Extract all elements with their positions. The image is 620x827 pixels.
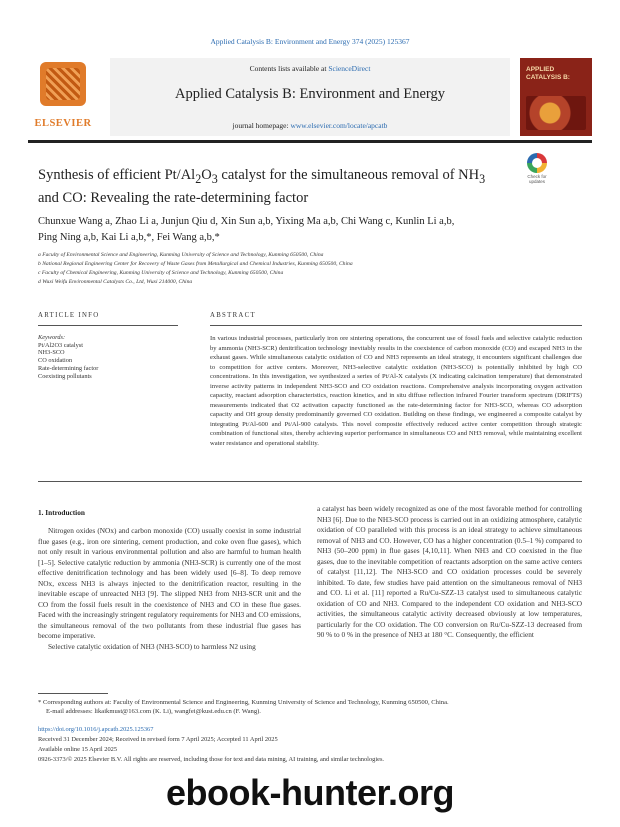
abstract-heading: ABSTRACT [210, 312, 256, 319]
publisher-name: ELSEVIER [34, 118, 92, 129]
elsevier-tree-icon [40, 62, 86, 106]
received-dates: Received 31 December 2024; Received in revised form 7 April 2025; Accepted 11 April 2025 [38, 736, 278, 743]
copyright-line: 0926-3373/© 2025 Elsevier B.V. All rights are reserved, including those for text and data mining, AI training, and similar technologies. [38, 756, 385, 763]
body-column-right [317, 504, 582, 641]
keyword-item: CO oxidation [38, 357, 73, 365]
keywords-block [38, 334, 178, 380]
body-column-left [38, 526, 301, 652]
journal-citation-link[interactable]: Applied Catalysis B: Environment and Energy 374 (2025) 125367 [210, 37, 410, 46]
footnote-separator [38, 693, 108, 694]
homepage-line: journal homepage: www.elsevier.com/locate/apcatb [232, 121, 388, 130]
body-paragraph: a catalyst has been widely recognized as one of the most favorable method for controlling NH3 [6]. Due to the NH3-SCO process is carried out in an oxidizing atmosphere, catalytic oxidation of CO paralleled with this process is an ideal strategy to achieve simultaneous removal of NH3 and CO. However, CO has a higher concentration (0.5–1 %) compared to NH3 (50–200 ppm) in flue gases [4,10,11]. When NH3 and CO coexisted in the flue gases, due to the inevitable competition of reactants adsorption on the same active centers of catalyst [11,12]. The NH3-SCO and CO oxidation processes could be severely inhibited. To date, few studies have paid attention on the simultaneous removal of NH3 and CO. Li et al. [11] reported a Ru/Cu-SZZ-13 catalyst used to simultaneous catalytic oxidation of CO and NH3. Compared to the independent CO oxidation and NH3-SCO activities, the simultaneous catalytic activity decreased obviously at low temperatures, particularly for the CO oxidation. The CO conversion on Ru/Cu-SZZ-13 decreased from 90 % to 0 % in the presence of NH3 at 180 °C. Consequently, the efficient [317, 504, 582, 639]
homepage-link[interactable]: www.elsevier.com/locate/apcatb [290, 121, 388, 130]
journal-masthead [28, 58, 592, 136]
keywords-label: Keywords: [38, 334, 66, 341]
article-title: Synthesis of efficient $Pt/Al_2O_3$ catalyst for the simultaneous removal of $NH_3$ and CO: Revealing the rate-determining factor [38, 167, 486, 206]
cover-artwork [526, 96, 586, 130]
abstract-bottom-rule [38, 481, 582, 482]
keyword-item: Coexisting pollutants [38, 372, 92, 380]
article-metadata [38, 725, 583, 765]
body-paragraph: Selective catalytic oxidation of NH3 (NH3-SCO) to harmless N2 using [48, 641, 256, 651]
article-info-rule [38, 325, 178, 326]
section-heading-introduction: 1. Introduction [38, 508, 85, 517]
affiliation-c: c Faculty of Chemical Engineering, Kunming University of Science and Technology, Kunming 650500, China [38, 270, 284, 276]
keyword-item: Pt/Al2O3 catalyst [38, 341, 83, 349]
corresponding-author-footnote: * Corresponding authors at: Faculty of Environmental Science and Engineering, Kunming University of Science and Technology, Kunming 650500, China. E-mail addresses: likaikmust@163.com (K. Li), wangfei@kust.edu.cn (F. Wang). [38, 698, 583, 716]
journal-cover-image[interactable] [520, 58, 592, 136]
authors-line-2: Ping Ning a,b, Kai Li a,b,*, Fei Wang a,b,* [38, 232, 220, 243]
check-for-updates-button[interactable] [523, 153, 551, 187]
journal-banner [110, 58, 510, 136]
body-paragraph: Nitrogen oxides (NOx) and carbon monoxide (CO) usually coexist in some industrial flue gases (e.g., iron ore sintering, cement production, and coke oven flue gases), which not only result in various environmental pollution and also are harmful to human health [1–5]. Selective catalytic reduction by ammonia (NH3-SCR) is currently one of the most effective denitrification technology and has been widely used [6–8]. To deep remove NOx, excess NH3 is always injected to the denitrification reactor, resulting in the inevitable escape of unreacted NH3 [9]. The slipped NH3 from NH3-SCR unit and the CO from the fossil fuels result in the coexistence of NH3 and CO in these flue gases. Faced with the increasingly stringent regulatory requirements for NH3 and CO emissions, the simultaneous removal of the two pollutants from these industrial flue gases has become imperative. [38, 526, 301, 640]
authors-line-1: Chunxue Wang a, Zhao Li a, Junjun Qiu d, Xin Sun a,b, Yixing Ma a,b, Chi Wang c, Kunlin Li a,b, [38, 216, 455, 227]
elsevier-logo[interactable] [28, 58, 98, 136]
doi-link[interactable]: https://doi.org/10.1016/j.apcatb.2025.125367 [38, 726, 154, 733]
affiliation-a: a Faculty of Environmental Science and Engineering, Kunming University of Science and Technology, Kunming 650500, China [38, 252, 324, 258]
check-for-updates-icon [527, 153, 547, 173]
sciencedirect-link[interactable]: ScienceDirect [328, 64, 371, 73]
journal-title: Applied Catalysis B: Environment and Energy [175, 86, 445, 102]
article-info-heading: ARTICLE INFO [38, 312, 100, 319]
keyword-item: NH3-SCO [38, 349, 65, 357]
author-list [38, 214, 578, 246]
available-online: Available online 15 April 2025 [38, 746, 118, 753]
watermark-text: ebook-hunter.org [166, 772, 454, 813]
check-for-updates-label: Check for updates [527, 174, 547, 184]
abstract-rule [210, 325, 582, 326]
affiliation-b: b National Regional Engineering Center for Recovery of Waste Gases from Metallurgical and Chemical Industries, Kunming 650500, China [38, 261, 353, 267]
cover-title: APPLIED CATALYSIS B: [526, 66, 570, 81]
abstract-text: In various industrial processes, particularly iron ore sintering operations, the concurrent use of fossil fuels and selective catalytic reduction by ammonia (NH3-SCR) denitrification technology inevitably results in the coexistence of carbon monoxide (CO) and escaped NH3 in the exhaust gases. While simultaneous catalytic oxidation of CO and NH3 represents an ideal strategy, it encounters significant challenges due to competition for active centers. Moreover, NH3-selective catalytic oxidation (NH3-SCO) is potentially inhibited by high CO concentrations. In this investigation, we synthesized a series of Pt/Al-X catalysts (X indicating calcination temperature) that demonstrated inverse activity patterns in independent NH3-SCO and CO oxidation reactions. Comprehensive analysis incorporating oxygen activation capacity, reactant adsorption characteristics, reaction kinetics, and in situ diffuse reflection infrared Fourier transform spectrum (DRIFTS) measurements indicated that O2 activation capacity functioned as the rate-determining factor for NH3-SCO, whereas CO adsorption capacity and OH group density predominantly governed CO oxidation. Building on these findings, we engineered a composite catalyst by integrating Pt/Al-600 and Pt/Al-900 catalysts. This novel composite effectively reduced active center competition through strategic combination of functional sites, thereby achieving superior performance in simultaneous CO and NH3 removal, while maintaining excellent water resistance and operational stability. [210, 335, 582, 447]
contents-line: Contents lists available at ScienceDirect [249, 64, 371, 73]
email-addresses[interactable]: E-mail addresses: likaikmust@163.com (K. Li), wangfei@kust.edu.cn (F. Wang). [46, 708, 261, 715]
keyword-item: Rate-determining factor [38, 364, 99, 372]
masthead-divider [28, 140, 592, 143]
affiliation-d: d Wuxi Weifu Environmental Catalysts Co., Ltd, Wuxi 214000, China [38, 279, 193, 285]
